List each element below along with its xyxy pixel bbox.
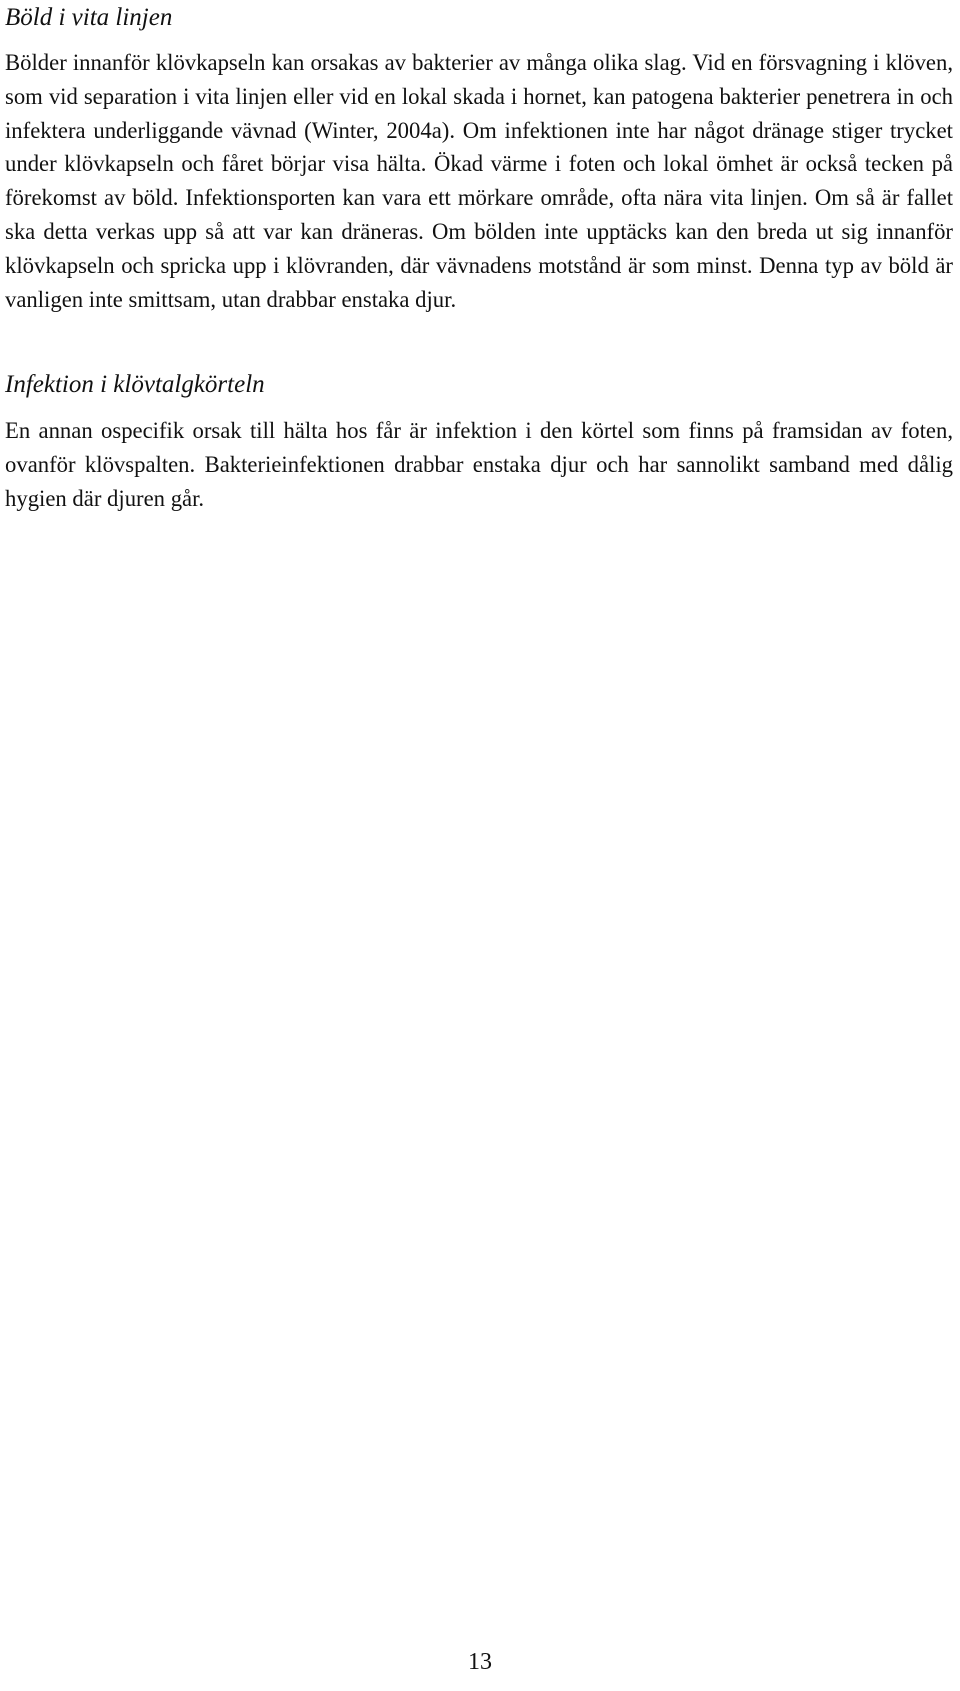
- section-heading-bold-vita-linjen: Böld i vita linjen: [5, 4, 173, 31]
- section-spacer: [5, 316, 953, 369]
- page-number: 13: [468, 1649, 492, 1675]
- section-paragraph-bold-vita-linjen: Bölder innanför klövkapseln kan orsakas av bakterier av många olika slag. Vid en försvagning i klöven, som vid separation i vita linjen eller vid en lokal skada i hornet, kan patogena bakterier penetrera in och infektera underliggande vävnad (Winter, 2004a). Om infektionen inte har något dränage stiger trycket under klövkapseln och fåret börjar visa hälta. Ökad värme i foten och lokal ömhet är också tecken på förekomst av böld. Infektionsporten kan vara ett mörkare område, ofta nära vita linjen. Om så är fallet ska detta verkas upp så att var kan dräneras. Om bölden inte upptäcks kan den breda ut sig innanför klövkapseln och spricka upp i klövranden, där vävnadens motstånd är som minst. Denna typ av böld är vanligen inte smittsam, utan drabbar enstaka djur.: [5, 50, 953, 312]
- document-page: [5, 0, 953, 516]
- section-heading-klovtalgkorteln: Infektion i klövtalgkörteln: [5, 371, 265, 399]
- section-paragraph-klovtalgkorteln: En annan ospecifik orsak till hälta hos får är infektion i den körtel som finns på framsidan av foten, ovanför klövspalten. Bakterieinfektionen drabbar enstaka djur och har sannolikt samband med dålig hygien där djuren går.: [5, 418, 953, 511]
